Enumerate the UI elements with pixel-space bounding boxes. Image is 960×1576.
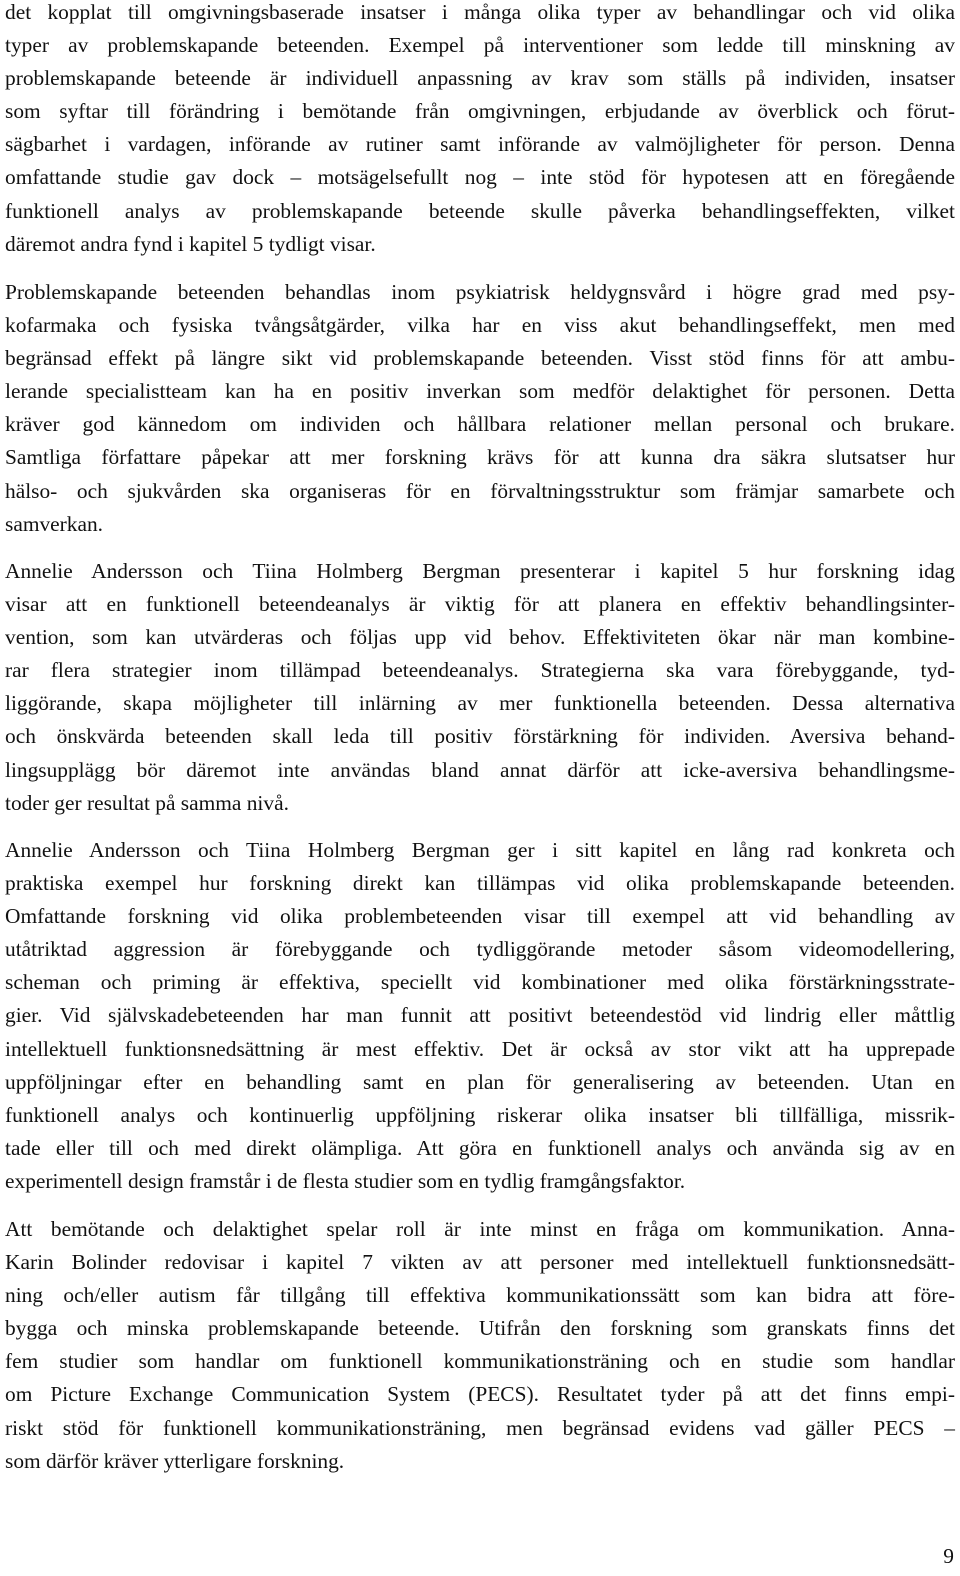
paragraph-4 — [5, 834, 955, 1198]
text-line: problemskapande beteende är individuell anpassning av krav som ställs på individen, insatser — [5, 66, 955, 91]
text-line: riskt stöd för funktionell kommunikationsträning, men begränsad evidens vad gäller PECS – — [5, 1415, 955, 1440]
text-line: uppföljningar efter en behandling samt en plan för generalisering av beteenden. Utan en — [5, 1069, 955, 1094]
paragraph-3 — [5, 555, 955, 820]
text-line: ning och/eller autism får tillgång till effektiva kommunikationssätt som kan bidra att före- — [5, 1283, 955, 1308]
text-line: omfattande studie gav dock – motsägelsefullt nog – inte stöd för hypotesen att en föregående — [5, 165, 955, 190]
text-line: Karin Bolinder redovisar i kapitel 7 vikten av att personer med intellektuell funktionsnedsätt- — [5, 1250, 955, 1275]
text-line: och önskvärda beteenden skall leda till positiv förstärkning för individen. Aversiva behand- — [5, 724, 955, 749]
text-line: Annelie Andersson och Tiina Holmberg Bergman ger i sitt kapitel en lång rad konkreta och — [5, 838, 955, 862]
text-line: däremot andra fynd i kapitel 5 tydligt visar. — [5, 231, 376, 256]
text-line: liggörande, skapa möjligheter till inlärning av mer funktionella beteenden. Dessa alternativa — [5, 691, 955, 716]
paragraph-5 — [5, 1213, 955, 1478]
text-line: funktionell analys av problemskapande beteende skulle påverka behandlingseffekten, vilket — [5, 198, 955, 223]
text-line: begränsad effekt på längre sikt vid problemskapande beteenden. Visst stöd finns för att ambu- — [5, 346, 955, 371]
text-line: kofarmaka och fysiska tvångsåtgärder, vilka har en viss akut behandlingseffekt, men med — [5, 313, 955, 338]
text-line: som därför kräver ytterligare forskning. — [5, 1448, 345, 1473]
text-line: det kopplat till omgivningsbaserade insatser i många olika typer av behandlingar och vid olika — [5, 0, 955, 24]
text-line: intellektuell funktionsnedsättning är mest effektiv. Det är också av stor vikt att ha upprepade — [5, 1036, 955, 1061]
text-line: bygga och minska problemskapande beteende. Utifrån den forskning som granskats finns det — [5, 1316, 955, 1341]
paragraph-2 — [5, 276, 955, 541]
text-line: Samtliga författare påpekar att mer forskning krävs för att kunna dra säkra slutsatser hur — [5, 445, 955, 470]
text-line: hälso- och sjukvården ska organiseras för en förvaltningsstruktur som främjar samarbete och — [5, 478, 955, 503]
text-line: Att bemötande och delaktighet spelar roll är inte minst en fråga om kommunikation. Anna- — [5, 1217, 955, 1241]
text-line: scheman och priming är effektiva, speciellt vid kombinationer med olika förstärkningsstrate- — [5, 970, 955, 995]
text-line: lerande specialistteam kan ha en positiv inverkan som medför delaktighet för personen. Detta — [5, 379, 955, 404]
text-line: Annelie Andersson och Tiina Holmberg Bergman presenterar i kapitel 5 hur forskning idag — [5, 559, 955, 583]
page-number: 9 — [943, 1544, 954, 1568]
text-line: samverkan. — [5, 511, 104, 536]
text-line: utåtriktad aggression är förebyggande och tydliggörande metoder såsom videomodellering, — [5, 937, 955, 962]
text-line: tade eller till och med direkt olämpliga. Att göra en funktionell analys och använda sig av en — [5, 1135, 955, 1160]
paragraph-1 — [5, 0, 955, 261]
text-line: typer av problemskapande beteenden. Exempel på interventioner som ledde till minskning av — [5, 33, 955, 58]
text-line: lingsupplägg bör däremot inte användas bland annat därför att icke-aversiva behandlingsme- — [5, 757, 955, 782]
text-line: Problemskapande beteenden behandlas inom psykiatrisk heldygnsvård i högre grad med psy- — [5, 280, 955, 304]
text-line: om Picture Exchange Communication System (PECS). Resultatet tyder på att det finns empi- — [5, 1382, 955, 1407]
text-line: visar att en funktionell beteendeanalys är viktig för att planera en effektiv behandlingsinter- — [5, 592, 955, 617]
text-line: fem studier som handlar om funktionell kommunikationsträning och en studie som handlar — [5, 1349, 955, 1374]
text-line: praktiska exempel hur forskning direkt kan tillämpas vid olika problemskapande beteenden. — [5, 871, 955, 896]
text-line: gier. Vid självskadebeteenden har man funnit att positivt beteendestöd vid lindrig eller måttlig — [5, 1003, 955, 1028]
text-line: Omfattande forskning vid olika problembeteenden visar till exempel att vid behandling av — [5, 904, 955, 929]
text-line: sägbarhet i vardagen, införande av rutiner samt införande av valmöjligheter för person. Denna — [5, 132, 955, 157]
text-line: experimentell design framstår i de flesta studier som en tydlig framgångsfaktor. — [5, 1168, 686, 1193]
text-line: kräver god kännedom om individen och hållbara relationer mellan personal och brukare. — [5, 412, 955, 437]
text-line: funktionell analys och kontinuerlig uppföljning riskerar olika insatser bli tillfälliga, missrik- — [5, 1102, 955, 1127]
text-line: som syftar till förändring i bemötande från omgivningen, erbjudande av överblick och förut- — [5, 99, 955, 124]
text-line: vention, som kan utvärderas och följas upp vid behov. Effektiviteten ökar när man kombine- — [5, 625, 955, 650]
text-line: rar flera strategier inom tillämpad beteendeanalys. Strategierna ska vara förebyggande, tyd- — [5, 658, 955, 683]
text-line: toder ger resultat på samma nivå. — [5, 790, 289, 815]
